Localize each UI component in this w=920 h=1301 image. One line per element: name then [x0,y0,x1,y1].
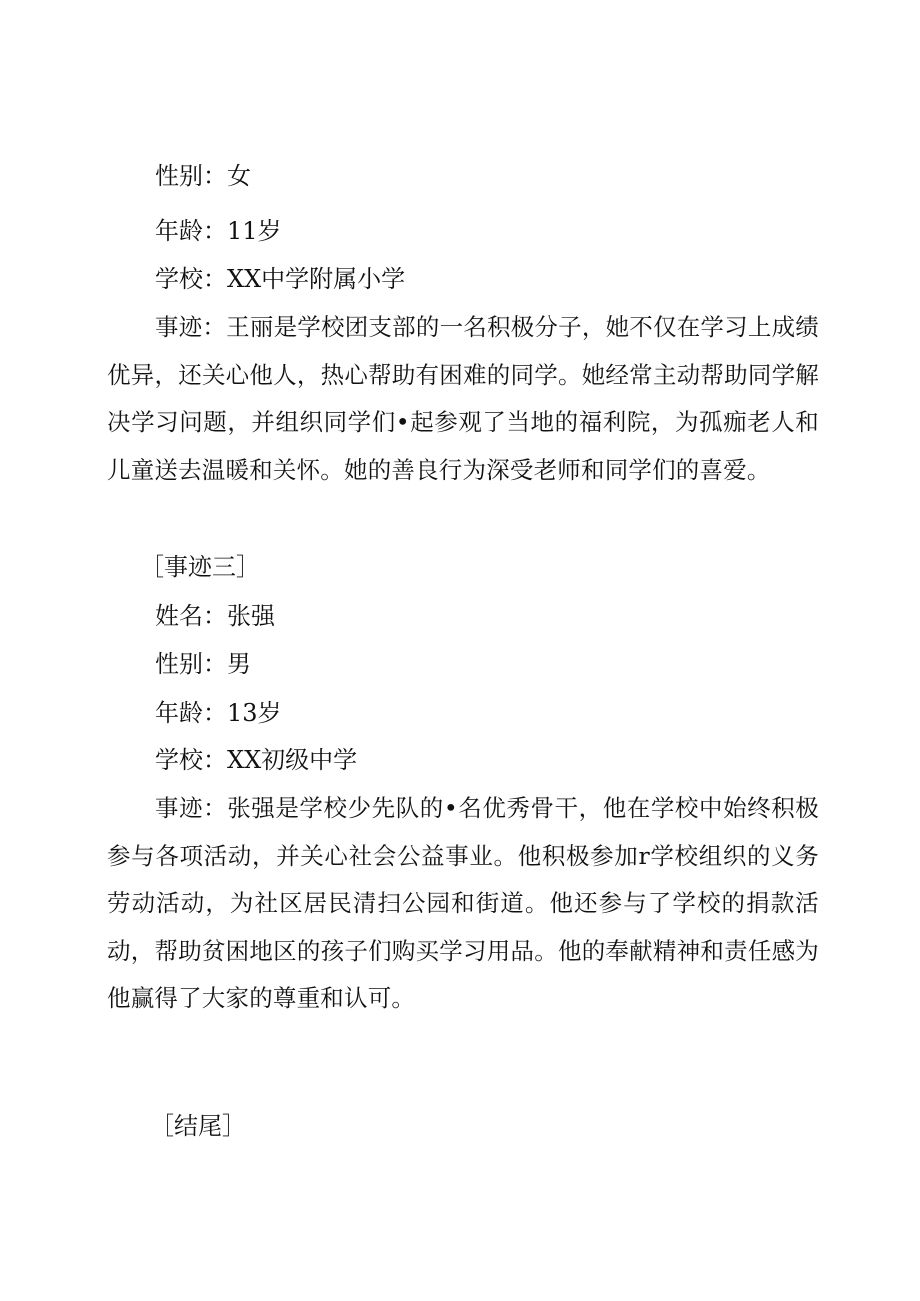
school-line-1: 学校：XX中学附属小学 [155,265,406,293]
ending-heading: ［结尾］ [150,1112,246,1140]
school-line-3: 学校：XX初级中学 [155,746,358,774]
deeds-paragraph-3: 事迹：张强是学校少先队的•名优秀骨干，他在学校中始终积极参与各项活动，并关心社会公益事业。他积极参加r学校组织的义务劳动活动，为社区居民清扫公园和街道。他还参与了学校的捐款活动，帮助贫困地区的孩子们购买学习用品。他的奉献精神和责任感为他赢得了大家的尊重和认可。 [107,794,819,1012]
age-line-1: 年龄：11岁 [155,217,282,245]
gender-line-1: 性别：女 [155,162,251,190]
age-line-3: 年龄：13岁 [155,699,282,727]
section-heading-3: ［事迹三］ [140,553,260,581]
deeds-paragraph-1: 事迹：王丽是学校团支部的一名积极分子，她不仅在学习上成绩优异，还关心他人，热心帮助有困难的同学。她经常主动帮助同学解决学习问题，并组织同学们•起参观了当地的福利院，为孤痂老人和儿童送去温暖和关怀。她的善良行为深受老师和同学们的喜爱。 [107,313,819,484]
name-line-3: 姓名：张强 [155,602,275,630]
gender-line-3: 性别：男 [155,650,251,678]
